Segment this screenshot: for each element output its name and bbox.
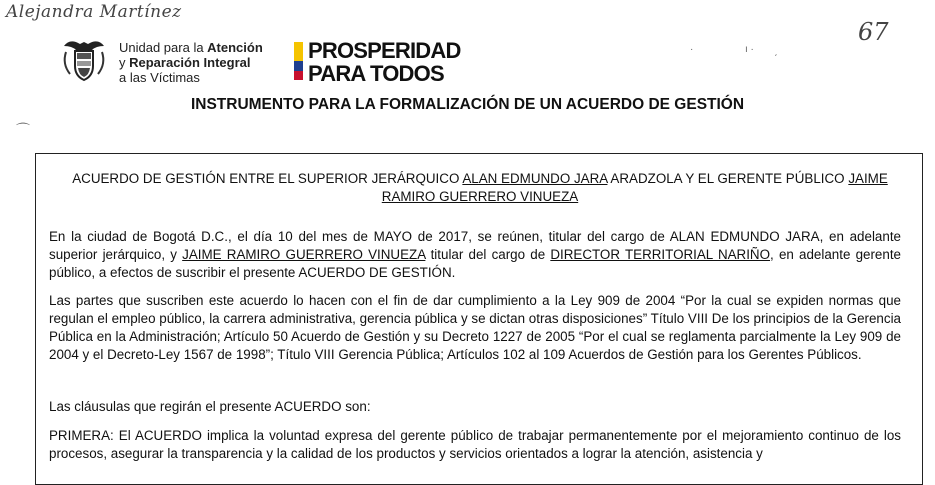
margin-mark: ⌒: [16, 122, 30, 138]
slogan-line1: PROSPERIDAD: [308, 38, 461, 63]
flag-icon: [294, 42, 303, 80]
handwritten-name: Alejandra Martínez: [6, 2, 182, 22]
paragraph-first-clause: PRIMERA: El ACUERDO implica la voluntad expresa del gerente público de trabajar permanentemente por el mejoramiento continuo de los procesos, asegurar la transparencia y la calidad de los productos y servicios orientados a lograr la atención, asistencia y: [49, 428, 901, 461]
scan-mark: ˏ: [774, 46, 778, 57]
org-line1-a: Unidad para la: [119, 40, 208, 55]
slogan-line2: PARA TODOS: [308, 61, 444, 86]
agreement-heading: [60, 170, 900, 206]
p1-manager-name: JAIME RAMIRO GUERRERO VINUEZA: [182, 247, 426, 262]
org-line1-b: Atención: [207, 40, 263, 55]
p1-part-c: titular del cargo de: [425, 247, 551, 262]
heading-part-c: ARADZOLA Y EL GERENTE PÚBLICO: [607, 171, 849, 186]
organization-name: [119, 40, 263, 85]
p1-position: DIRECTOR TERRITORIAL NARIÑO: [550, 247, 771, 262]
org-line3: a las Víctimas: [119, 70, 200, 85]
manager-name: JAIME RAMIRO GUERRERO VINUEZA: [381, 171, 888, 204]
handwritten-page-number: 67: [858, 18, 889, 46]
paragraph-legal-basis: Las partes que suscriben este acuerdo lo hacen con el fin de dar cumplimiento a la Ley 909 de 2004 “Por la cual se expiden normas que regulan el empleo público, la carrera administrativa, gerencia pública y se dictan otras disposiciones” Título VIII De los principios de la Gerencia Pública en la Administración; Artículo 50 Acuerdo de Gestión y su Decreto 1227 de 2005 “Por el cual se reglamenta parcialmente la Ley 909 de 2004 y el Decreto-Ley 1567 de 1998”; Título VIII Gerencia Pública; Artículos 102 al 109 Acuerdos de Gestión para los Gerentes Públicos.: [49, 293, 901, 362]
org-line2-b: Reparación Integral: [129, 55, 251, 70]
scan-mark: ·: [690, 44, 694, 55]
scan-mark: ı ·: [745, 44, 754, 55]
paragraph-clauses-intro: Las cláusulas que regirán el presente ACUERDO son:: [49, 399, 371, 414]
heading-part-a: ACUERDO DE GESTIÓN ENTRE EL SUPERIOR JERÁRQUICO: [72, 171, 463, 186]
paragraph-intro: [49, 228, 901, 282]
coat-of-arms-logo: [58, 36, 110, 84]
p1-part-e: , en adelante gerente público, a efectos de suscribir el presente ACUERDO DE GESTIÓN.: [49, 247, 901, 280]
superior-name: ALAN EDMUNDO JARA: [462, 171, 608, 186]
p1-part-a: En la ciudad de Bogotá D.C., el día 10 del mes de MAYO de 2017, se reúnen, titular del cargo de ALAN EDMUNDO JARA, en adelante superior jerárquico, y: [49, 229, 901, 262]
document-title: INSTRUMENTO PARA LA FORMALIZACIÓN DE UN ACUERDO DE GESTIÓN: [190, 96, 745, 113]
org-line2-a: y: [119, 55, 130, 70]
